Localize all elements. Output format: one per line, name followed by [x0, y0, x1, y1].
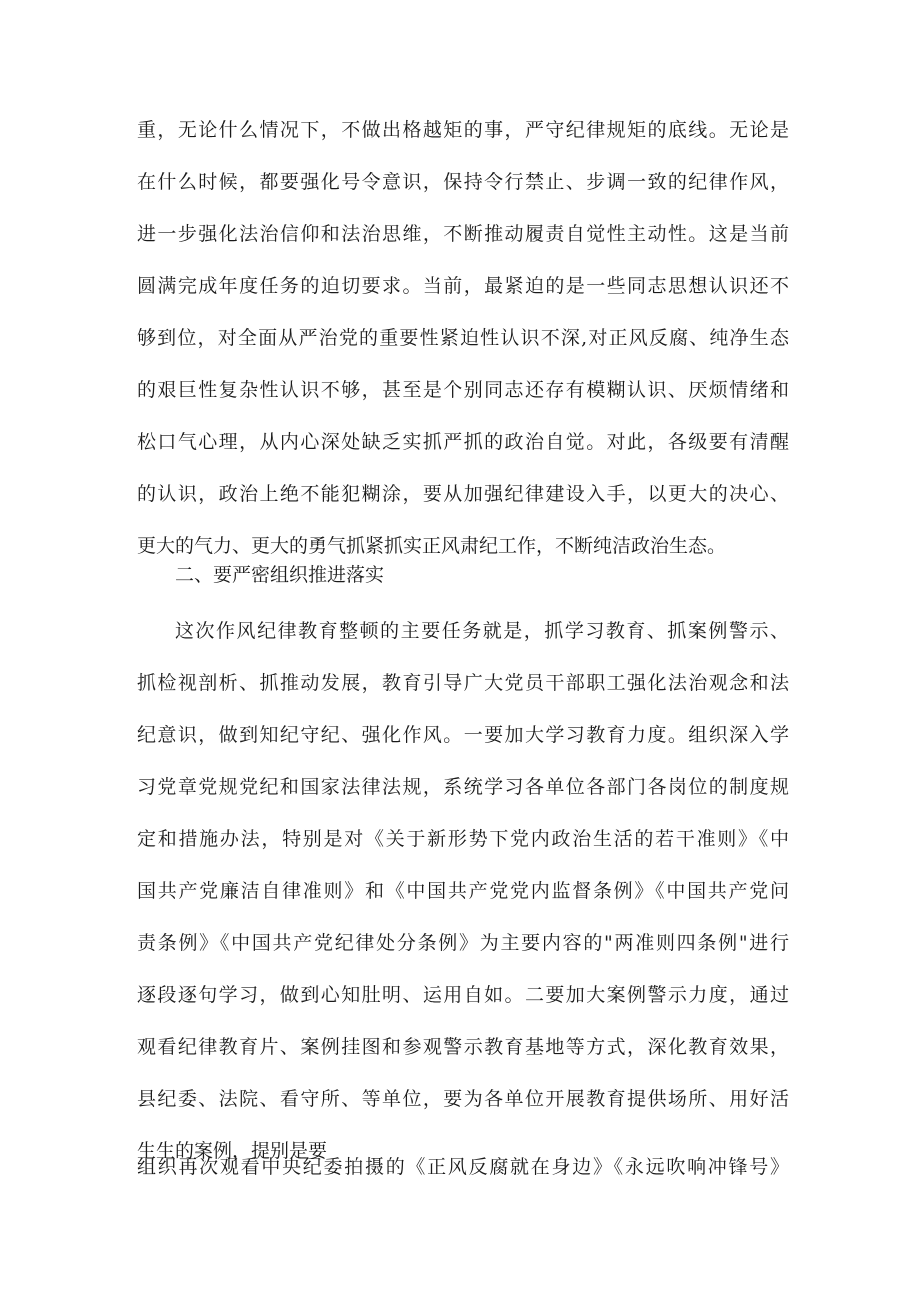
text-line: 抓检视剖析、抓推动发展，教育引导广大党员干部职工强化法治观念和法	[137, 672, 789, 694]
paragraph-discipline-awareness	[137, 104, 789, 572]
text-line: 责条例》《中国共产党纪律处分条例》为主要内容的"两准则四条例"进行	[137, 932, 789, 954]
text-line: 够到位，对全面从严治党的重要性紧迫性认识不深,对正风反腐、纯净生态	[137, 327, 789, 349]
text-line: 观看纪律教育片、案例挂图和参观警示教育基地等方式，深化教育效果，	[137, 1036, 789, 1058]
text-line: 生生的案例，提别是要	[137, 1140, 328, 1162]
text-line: 国共产党廉洁自律准则》和《中国共产党党内监督条例》《中国共产党问	[137, 880, 789, 902]
text-line: 这次作风纪律教育整顿的主要任务就是，抓学习教育、抓案例警示、	[175, 620, 789, 642]
heading-text: 二、要严密组织推进落实	[175, 564, 385, 586]
text-line: 县纪委、法院、看守所、等单位，要为各单位开展教育提供场所、用好活	[137, 1088, 789, 1110]
text-line: 习党章党规党纪和国家法律法规，系统学习各单位各部门各岗位的制度规	[137, 776, 789, 798]
paragraph-main-tasks	[137, 605, 789, 1177]
paragraph-continuation	[137, 1141, 789, 1193]
text-line: 更大的气力、更大的勇气抓紧抓实正风肃纪工作，不断纯洁政治生态。	[137, 535, 727, 557]
text-line: 逐段逐句学习，做到心知肚明、运用自如。二要加大案例警示力度，通过	[137, 984, 789, 1006]
text-line: 在什么时候，都要强化号令意识，保持令行禁止、步调一致的纪律作风，	[137, 171, 789, 193]
text-line: 圆满完成年度任务的迫切要求。当前，最紧迫的是一些同志思想认识还不	[137, 275, 789, 297]
text-line: 的艰巨性复杂性认识不够，甚至是个别同志还存有模糊认识、厌烦情绪和	[137, 379, 789, 401]
text-line: 定和措施办法，特别是对《关于新形势下党内政治生活的若干准则》《中	[137, 828, 789, 850]
section-heading	[137, 549, 789, 601]
text-line: 重，无论什么情况下，不做出格越矩的事，严守纪律规矩的底线。无论是	[137, 119, 789, 141]
text-line: 组织再次观看中央纪委拍摄的《正风反腐就在身边》《永远吹响冲锋号》	[137, 1156, 789, 1178]
text-line: 松口气心理，从内心深处缺乏实抓严抓的政治自觉。对此，各级要有清醒	[137, 431, 789, 453]
text-line: 进一步强化法治信仰和法治思维，不断推动履责自觉性主动性。这是当前	[137, 223, 789, 245]
text-line: 纪意识，做到知纪守纪、强化作风。一要加大学习教育力度。组织深入学	[137, 724, 789, 746]
text-line: 的认识，政治上绝不能犯糊涂，要从加强纪律建设入手，以更大的决心、	[137, 483, 789, 505]
